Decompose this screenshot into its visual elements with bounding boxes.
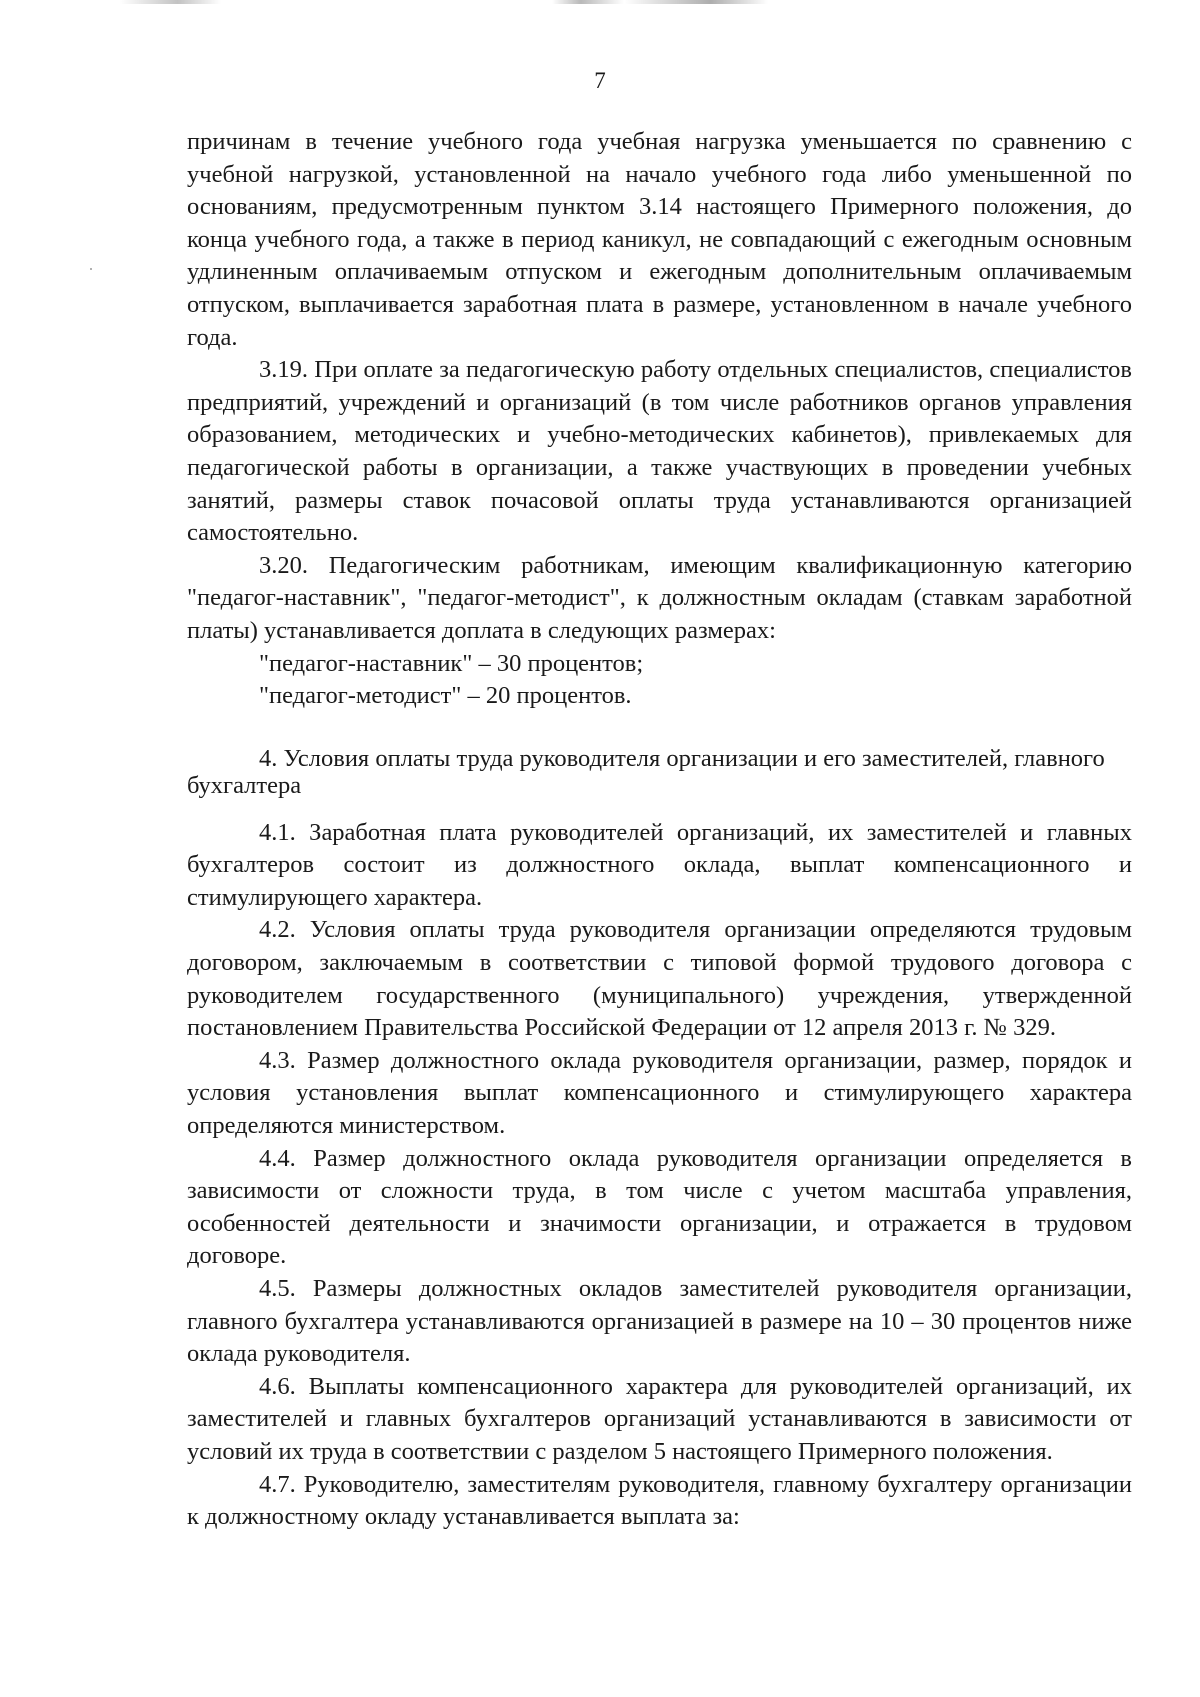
paragraph-4-7: 4.7. Руководителю, заместителям руководителя, главному бухгалтеру организации к должностному окладу устанавливается выплата за: (187, 1470, 1132, 1531)
paragraph-4-4: 4.4. Размер должностного оклада руководителя организации определяется в зависимости от сложности труда, в том числе с учетом масштаба управления, особенностей деятельности и значимости организации, и отражается в трудовом договоре. (187, 1144, 1132, 1270)
paragraph-continuation: причинам в течение учебного года учебная нагрузка уменьшается по сравнению с учебной нагрузкой, установленной на начало учебного года либо уменьшенной по основаниям, предусмотренным пунктом 3.14 настоящего Примерного положения, до конца учебного года, а также в период каникул, не совпадающий с ежегодным основным удлиненным оплачиваемым отпуском и ежегодным дополнительным оплачиваемым отпуском, выплачивается заработная плата в размере, установленном в начале учебного года. (187, 128, 1132, 351)
paragraph-3-19: 3.19. При оплате за педагогическую работу отдельных специалистов, специалистов предприятий, учреждений и организаций (в том числе работников органов управления образованием, методических и учебно-методических кабинетов), привлекаемых для педагогической работы в организации, а также участвующих в проведении учебных занятий, размеры ставок почасовой оплаты труда устанавливаются организацией самостоятельно. (187, 356, 1132, 547)
list-item-methodist: "педагог-методист" – 20 процентов. (259, 682, 632, 710)
paragraph-4-5: 4.5. Размеры должностных окладов заместителей руководителя организации, главного бухгалтера устанавливаются организацией в размере на 10 – 30 процентов ниже оклада руководителя. (187, 1275, 1132, 1368)
page-number: 7 (594, 68, 606, 93)
document-body (187, 126, 1132, 1534)
paragraph-4-1: 4.1. Заработная плата руководителей организаций, их заместителей и главных бухгалтеров состоит из должностного оклада, выплат компенсационного и стимулирующего характера. (187, 818, 1132, 911)
scan-speck (90, 268, 92, 270)
list-item-mentor: "педагог-наставник" – 30 процентов; (259, 649, 644, 677)
paragraph-4-6: 4.6. Выплаты компенсационного характера для руководителей организаций, их заместителей и главных бухгалтеров организаций устанавливаются в зависимости от условий их труда в соответствии с разделом 5 настоящего Примерного положения. (187, 1372, 1132, 1465)
paragraph-3-20: 3.20. Педагогическим работникам, имеющим квалификационную категорию "педагог-наставник", "педагог-методист", к должностным окладам (ставкам заработной платы) устанавливается доплата в следующих размерах: (187, 551, 1132, 644)
paragraph-4-3: 4.3. Размер должностного оклада руководителя организации, размер, порядок и условия установления выплат компенсационного и стимулирующего характера определяются министерством. (187, 1046, 1132, 1140)
paragraph-4-2: 4.2. Условия оплаты труда руководителя организации определяются трудовым договором, заключаемым в соответствии с типовой формой трудового договора с руководителем государственного (муниципального) учреждения, утвержденной постановлением Правительства Российской Федерации от 12 апреля 2013 г. № 329. (187, 916, 1132, 1042)
scan-edge-artifact (120, 0, 840, 4)
section-heading-4: 4. Условия оплаты труда руководителя организации и его заместителей, главного бухгалтера (187, 744, 1105, 799)
